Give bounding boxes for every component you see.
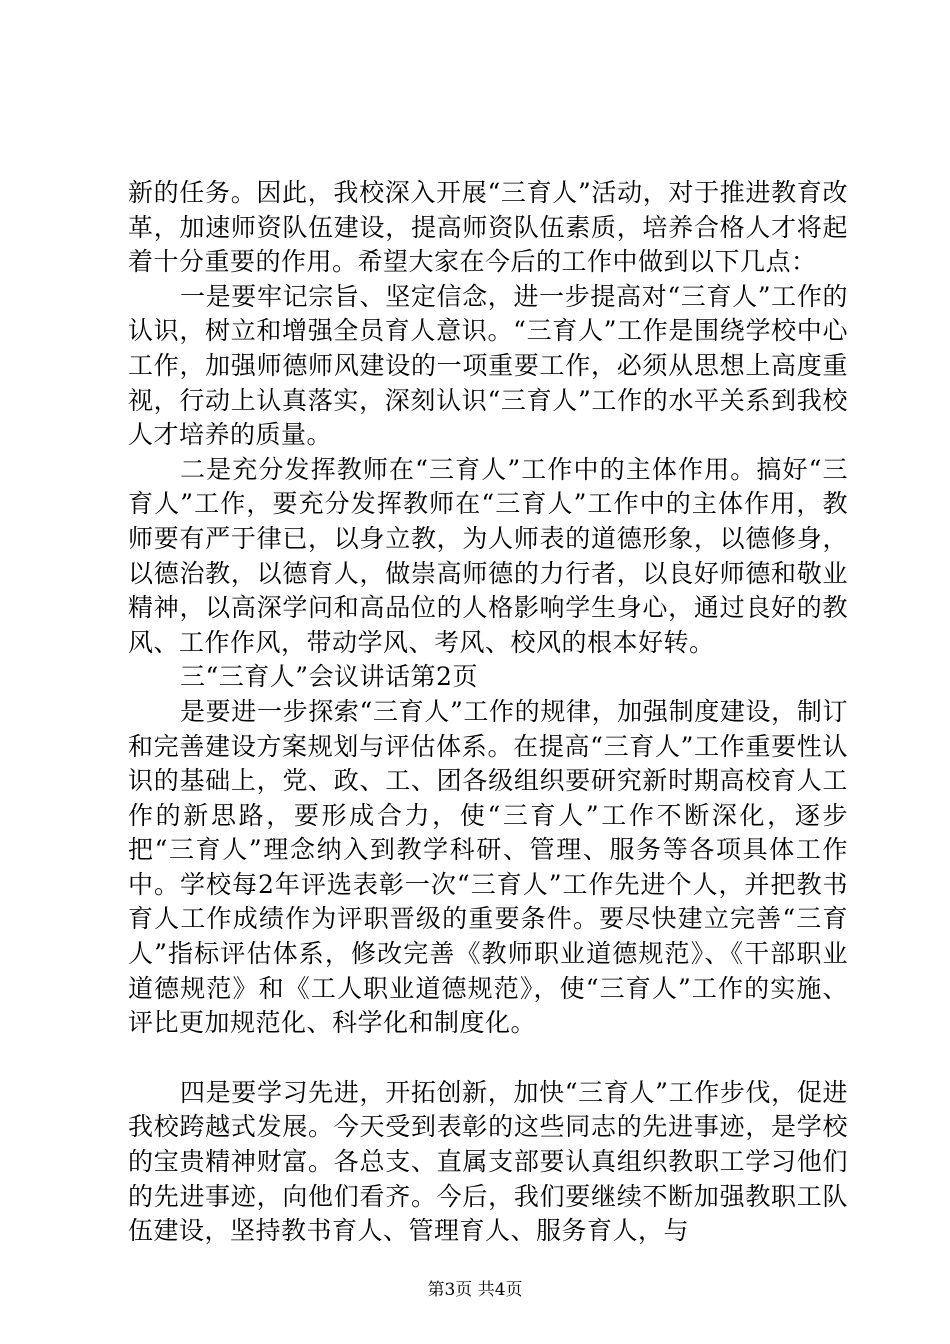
paragraph-gap <box>128 1041 848 1076</box>
paragraph-point-one: 一是要牢记宗旨、坚定信念，进一步提高对“三育人”工作的认识，树立和增强全员育人意识。“三育人”工作是围绕学校中心工作，加强师德师风建设的一项重要工作，必须从思想上高度重视，行动上认真落实，深刻认识“三育人”工作的水平关系到我校人才培养的质量。 <box>128 281 848 450</box>
document-body <box>128 176 848 1249</box>
paragraph-point-two: 二是充分发挥教师在“三育人”工作中的主体作用。搞好“三育人”工作，要充分发挥教师在“三育人”工作中的主体作用，教师要有严于律已，以身立教，为人师表的道德形象，以德修身，以德治教，以德育人，做崇高师德的力行者，以良好师德和敬业精神，以高深学问和高品位的人格影响学生身心，通过良好的教风、工作作风，带动学风、考风、校风的根本好转。 <box>128 454 848 657</box>
paragraph-point-three: 是要进一步探索“三育人”工作的规律，加强制度建设，制订和完善建设方案规划与评估体系。在提高“三育人”工作重要性认识的基础上，党、政、工、团各级组织要研究新时期高校育人工作的新思路，要形成合力，使“三育人”工作不断深化，逐步把“三育人”理念纳入到教学科研、管理、服务等各项具体工作中。学校每2年评选表彰一次“三育人”工作先进个人，并把教书育人工作成绩作为评职晋级的重要条件。要尽快建立完善“三育人”指标评估体系，修改完善《教师职业道德规范》、《干部职业道德规范》和《工人职业道德规范》，使“三育人”工作的实施、评比更加规范化、科学化和制度化。 <box>128 696 848 1038</box>
paragraph-continuation: 新的任务。因此，我校深入开展“三育人”活动，对于推进教育改革，加速师资队伍建设，提高师资队伍素质，培养合格人才将起着十分重要的作用。希望大家在今后的工作中做到以下几点： <box>128 178 848 277</box>
page-number-footer: 第3页 共4页 <box>427 1280 523 1300</box>
page-header-line: 三“三育人”会议讲话第2页 <box>180 662 478 692</box>
paragraph-point-four: 四是要学习先进，开拓创新，加快“三育人”工作步伐，促进我校跨越式发展。今天受到表彰的这些同志的先进事迹，是学校的宝贵精神财富。各总支、直属支部要认真组织教职工学习他们的先进事迹，向他们看齐。今后，我们要继续不断加强教职工队伍建设，坚持教书育人、管理育人、服务育人，与 <box>128 1077 848 1246</box>
